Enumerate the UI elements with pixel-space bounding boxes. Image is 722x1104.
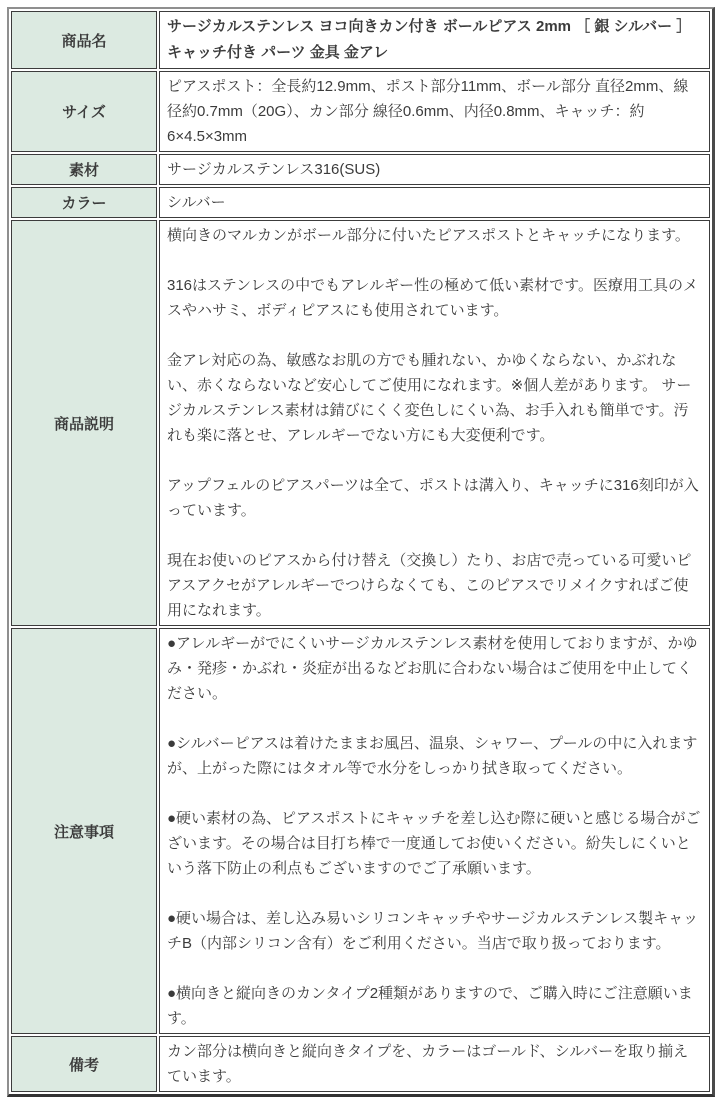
product-name-text: サージカルステンレス ヨコ向きカン付き ボールピアス 2mm ［ 銀 シルバー ］ キャッチ付き パーツ 金具 金アレ (167, 18, 692, 61)
description-paragraph: 横向きのマルカンがボール部分に付いたピアスポストとキャッチになります。 (167, 227, 690, 244)
precaution-item: ●硬い場合は、差し込み易いシリコンキャッチやサージカルステンレス製キャッチB（内部シリコン含有）をご利用ください。当店で取り扱っております。 (167, 910, 699, 952)
row-header-material: 素材 (11, 154, 157, 185)
description-paragraph: 現在お使いのピアスから付け替え（交換し）たり、お店で売っている可愛いピアスアクセがアレルギーでつけらなくても、このピアスでリメイクすればご使用になれます。 (167, 552, 692, 619)
row-material (11, 154, 710, 185)
description-paragraph: 316はステンレスの中でもアレルギー性の極めて低い素材です。医療用工具のメスやハサミ、ボディピアスにも使用されています。 (167, 277, 698, 319)
row-value-precautions (159, 628, 710, 1034)
row-size (11, 71, 710, 152)
row-header-color: カラー (11, 187, 157, 218)
row-header-description: 商品説明 (11, 220, 157, 626)
precaution-item: ●横向きと縦向きのカンタイプ2種類がありますので、ご購入時にご注意願います。 (167, 985, 693, 1027)
row-value-product-name (159, 11, 710, 69)
row-header-notes: 備考 (11, 1036, 157, 1092)
row-value-size (159, 71, 710, 152)
precaution-item: ●硬い素材の為、ピアスポストにキャッチを差し込む際に硬いと感じる場合がございます。その場合は目打ち棒で一度通してお使いください。紛失しにくいという落下防止の利点もございますのでご了承願います。 (167, 810, 701, 877)
notes-text: カン部分は横向きと縦向きタイプを、カラーはゴールド、シルバーを取り揃えています。 (167, 1043, 689, 1085)
row-header-precautions: 注意事項 (11, 628, 157, 1034)
description-paragraph: 金アレ対応の為、敏感なお肌の方でも腫れない、かゆくならない、かぶれない、赤くならないなど安心してご使用になれます。※個人差があります。 サージカルステンレス素材は錆びにくく変色しにくい為、お手入れも簡単です。汚れも楽に落とせ、アレルギーでない方にも大変便利です。 (167, 352, 692, 444)
row-notes (11, 1036, 710, 1092)
row-product-name (11, 11, 710, 69)
row-value-description (159, 220, 710, 626)
precaution-item: ●アレルギーがでにくいサージカルステンレス素材を使用しておりますが、かゆみ・発疹・かぶれ・炎症が出るなどお肌に合わない場合はご使用を中止してください。 (167, 635, 698, 702)
row-value-color (159, 187, 710, 218)
row-precautions (11, 628, 710, 1034)
row-description (11, 220, 710, 626)
row-value-material (159, 154, 710, 185)
row-color (11, 187, 710, 218)
precaution-item: ●シルバーピアスは着けたままお風呂、温泉、シャワー、プールの中に入れますが、上がった際にはタオル等で水分をしっかり拭き取ってください。 (167, 735, 698, 777)
color-text: シルバー (167, 194, 226, 211)
material-text: サージカルステンレス316(SUS) (167, 161, 381, 178)
row-header-product-name: 商品名 (11, 11, 157, 69)
description-paragraph: アップフェルのピアスパーツは全て、ポストは溝入り、キャッチに316刻印が入っています。 (167, 477, 699, 519)
size-text: ピアスポスト：全長約12.9mm、ポスト部分11mm、ボール部分 直径2mm、線径約0.7mm（20G）、カン部分 線径0.6mm、内径0.8mm、キャッチ：約6×4.5×3mm (167, 78, 689, 145)
row-header-size: サイズ (11, 71, 157, 152)
row-value-notes (159, 1036, 710, 1092)
product-spec-table (7, 7, 715, 1097)
